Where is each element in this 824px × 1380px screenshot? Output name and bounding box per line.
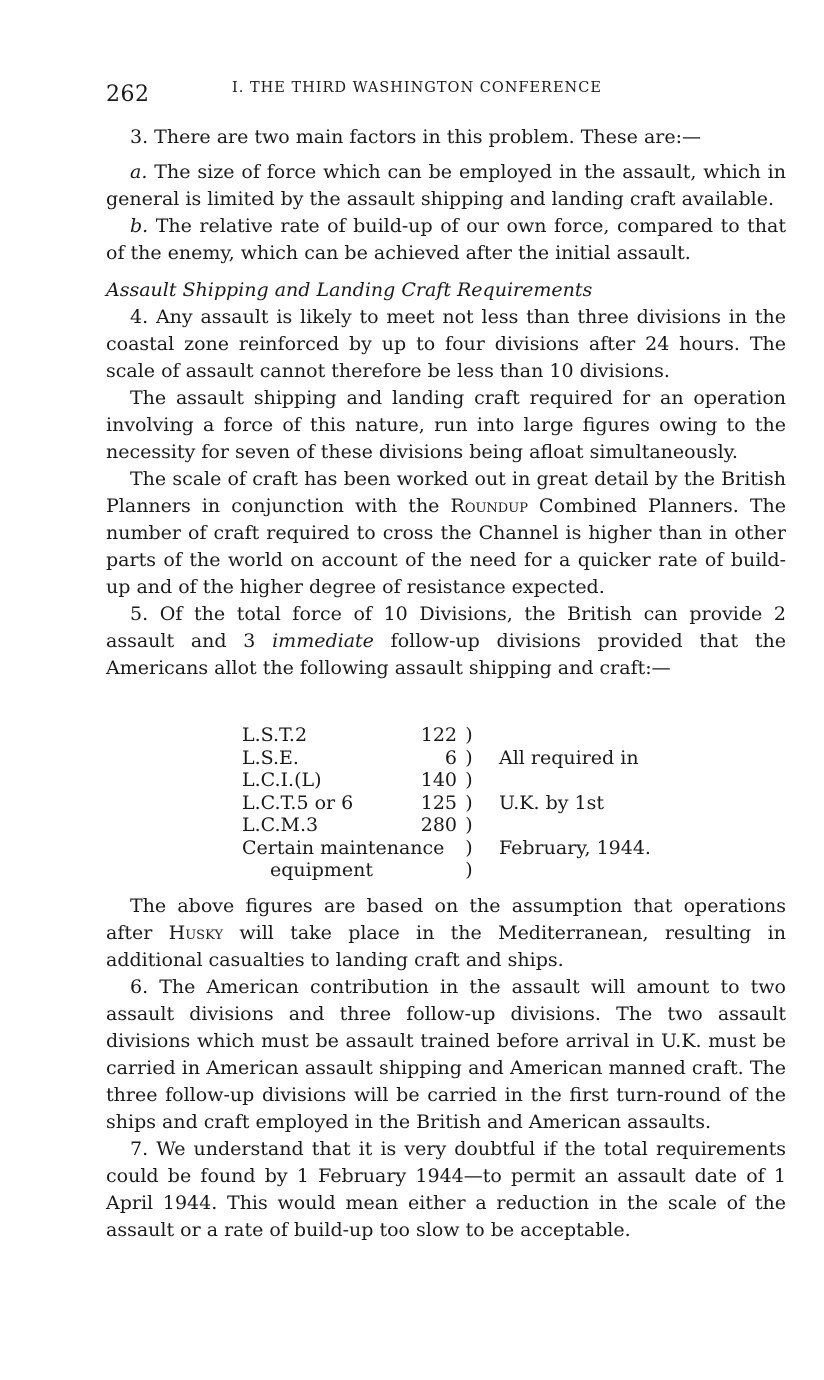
craft-quantity: 122 — [420, 724, 457, 746]
paragraph-3a — [106, 159, 786, 213]
craft-quantity: 140 — [420, 769, 457, 791]
paragraph-4c — [106, 466, 786, 601]
paragraph-4c-pre: The scale of craft has been worked out in great detail by the British Planners in conjunction with the — [106, 468, 786, 517]
paragraph-7: 7. We understand that it is very doubtful if the total requirements could be found by 1 February 1944—to permit an assault date of 1 April 1944. This would mean either a reduction in the scale of the assault or a rate of build-up too slow to be acceptable. — [106, 1138, 786, 1241]
body-text-bottom — [106, 893, 786, 1244]
bracket: ) — [465, 746, 473, 769]
item-label-b: b. — [130, 215, 149, 237]
section-subheading: Assault Shipping and Landing Craft Requirements — [106, 279, 593, 301]
table-note: All required in — [499, 746, 639, 769]
craft-quantity: 6 — [444, 746, 457, 769]
codename-roundup: Roundup — [450, 495, 528, 517]
table-row — [242, 747, 699, 770]
paragraph-6: 6. The American contribution in the assault will amount to two assault divisions and three follow-up divisions. The two assault divisions which must be assault trained before arrival in U.K. must be carried in American assault shipping and American manned craft. The three follow-up divisions will be carried in the first turn-round of the ships and craft employed in the British and American assaults. — [106, 976, 786, 1133]
table-row — [242, 769, 699, 792]
table-row — [242, 724, 699, 747]
bracket: ) — [465, 859, 473, 881]
paragraph-5b-pre: The above figures are based on the assumption that operations after — [106, 895, 786, 944]
paragraph-3b — [106, 213, 786, 267]
paragraph-5b — [106, 893, 786, 974]
paragraph-4c-post: Combined Planners. The number of craft required to cross the Channel is higher than in other parts of the world on account of the need for a quicker rate of build-up and of the higher degree of resistance expected. — [106, 495, 787, 598]
paragraph-5-italic: immediate — [272, 630, 374, 652]
bracket: ) — [465, 814, 473, 836]
table-note: February, 1944. — [499, 836, 651, 859]
page-number: 262 — [106, 82, 150, 107]
craft-name: L.S.T.2 — [242, 724, 308, 746]
page-header — [106, 78, 786, 108]
table-note: U.K. by 1st — [499, 791, 604, 814]
bracket: ) — [465, 769, 473, 791]
table-note — [481, 859, 699, 882]
item-text-b: The relative rate of build-up of our own force, compared to that of the enemy, which can be achieved after the initial assault. — [106, 215, 786, 264]
paragraph-5b-post: will take place in the Mediterranean, resulting in additional casualties to landing craft and ships. — [106, 922, 786, 971]
craft-name: L.C.M.3 — [242, 814, 319, 836]
item-label-a: a. — [130, 161, 148, 183]
bracket: ) — [465, 724, 473, 746]
codename-husky: Husky — [168, 922, 224, 944]
table-row — [242, 814, 699, 837]
paragraph-5-post: follow-up divisions provided that the Americans allot the following assault shipping and craft:— — [106, 630, 787, 679]
body-text-top — [106, 124, 786, 682]
paragraph-5 — [106, 601, 786, 682]
craft-requirements-table — [242, 724, 699, 882]
paragraph-5-pre: 5. Of the total force of 10 Divisions, the British can provide 2 assault and 3 — [106, 603, 786, 652]
bracket: ) — [465, 836, 473, 859]
craft-name: equipment — [270, 859, 374, 881]
craft-name: L.S.E. — [242, 746, 299, 769]
bracket: ) — [465, 791, 473, 814]
table-row — [242, 859, 699, 882]
table-row — [242, 837, 699, 860]
craft-quantity: 125 — [420, 791, 457, 814]
item-text-a: The size of force which can be employed in the assault, which in general is limited by the assault shipping and landing craft available. — [106, 161, 786, 210]
craft-quantity: 280 — [420, 814, 457, 836]
running-head: I. THE THIRD WASHINGTON CONFERENCE — [232, 80, 602, 96]
paragraph-3: 3. There are two main factors in this problem. These are:— — [130, 126, 702, 148]
craft-name: Certain maintenance — [242, 836, 445, 859]
table-note — [481, 814, 699, 837]
paragraph-4b: The assault shipping and landing craft required for an operation involving a force of this nature, run into large figures owing to the necessity for seven of these divisions being afloat simultaneously. — [106, 387, 786, 463]
table-row — [242, 792, 699, 815]
craft-name: L.C.I.(L) — [242, 769, 322, 791]
paragraph-4: 4. Any assault is likely to meet not less than three divisions in the coastal zone reinforced by up to four divisions after 24 hours. The scale of assault cannot therefore be less than 10 divisions. — [106, 306, 786, 382]
table-note — [481, 724, 699, 747]
table-note — [481, 769, 699, 792]
craft-name: L.C.T.5 or 6 — [242, 791, 354, 814]
